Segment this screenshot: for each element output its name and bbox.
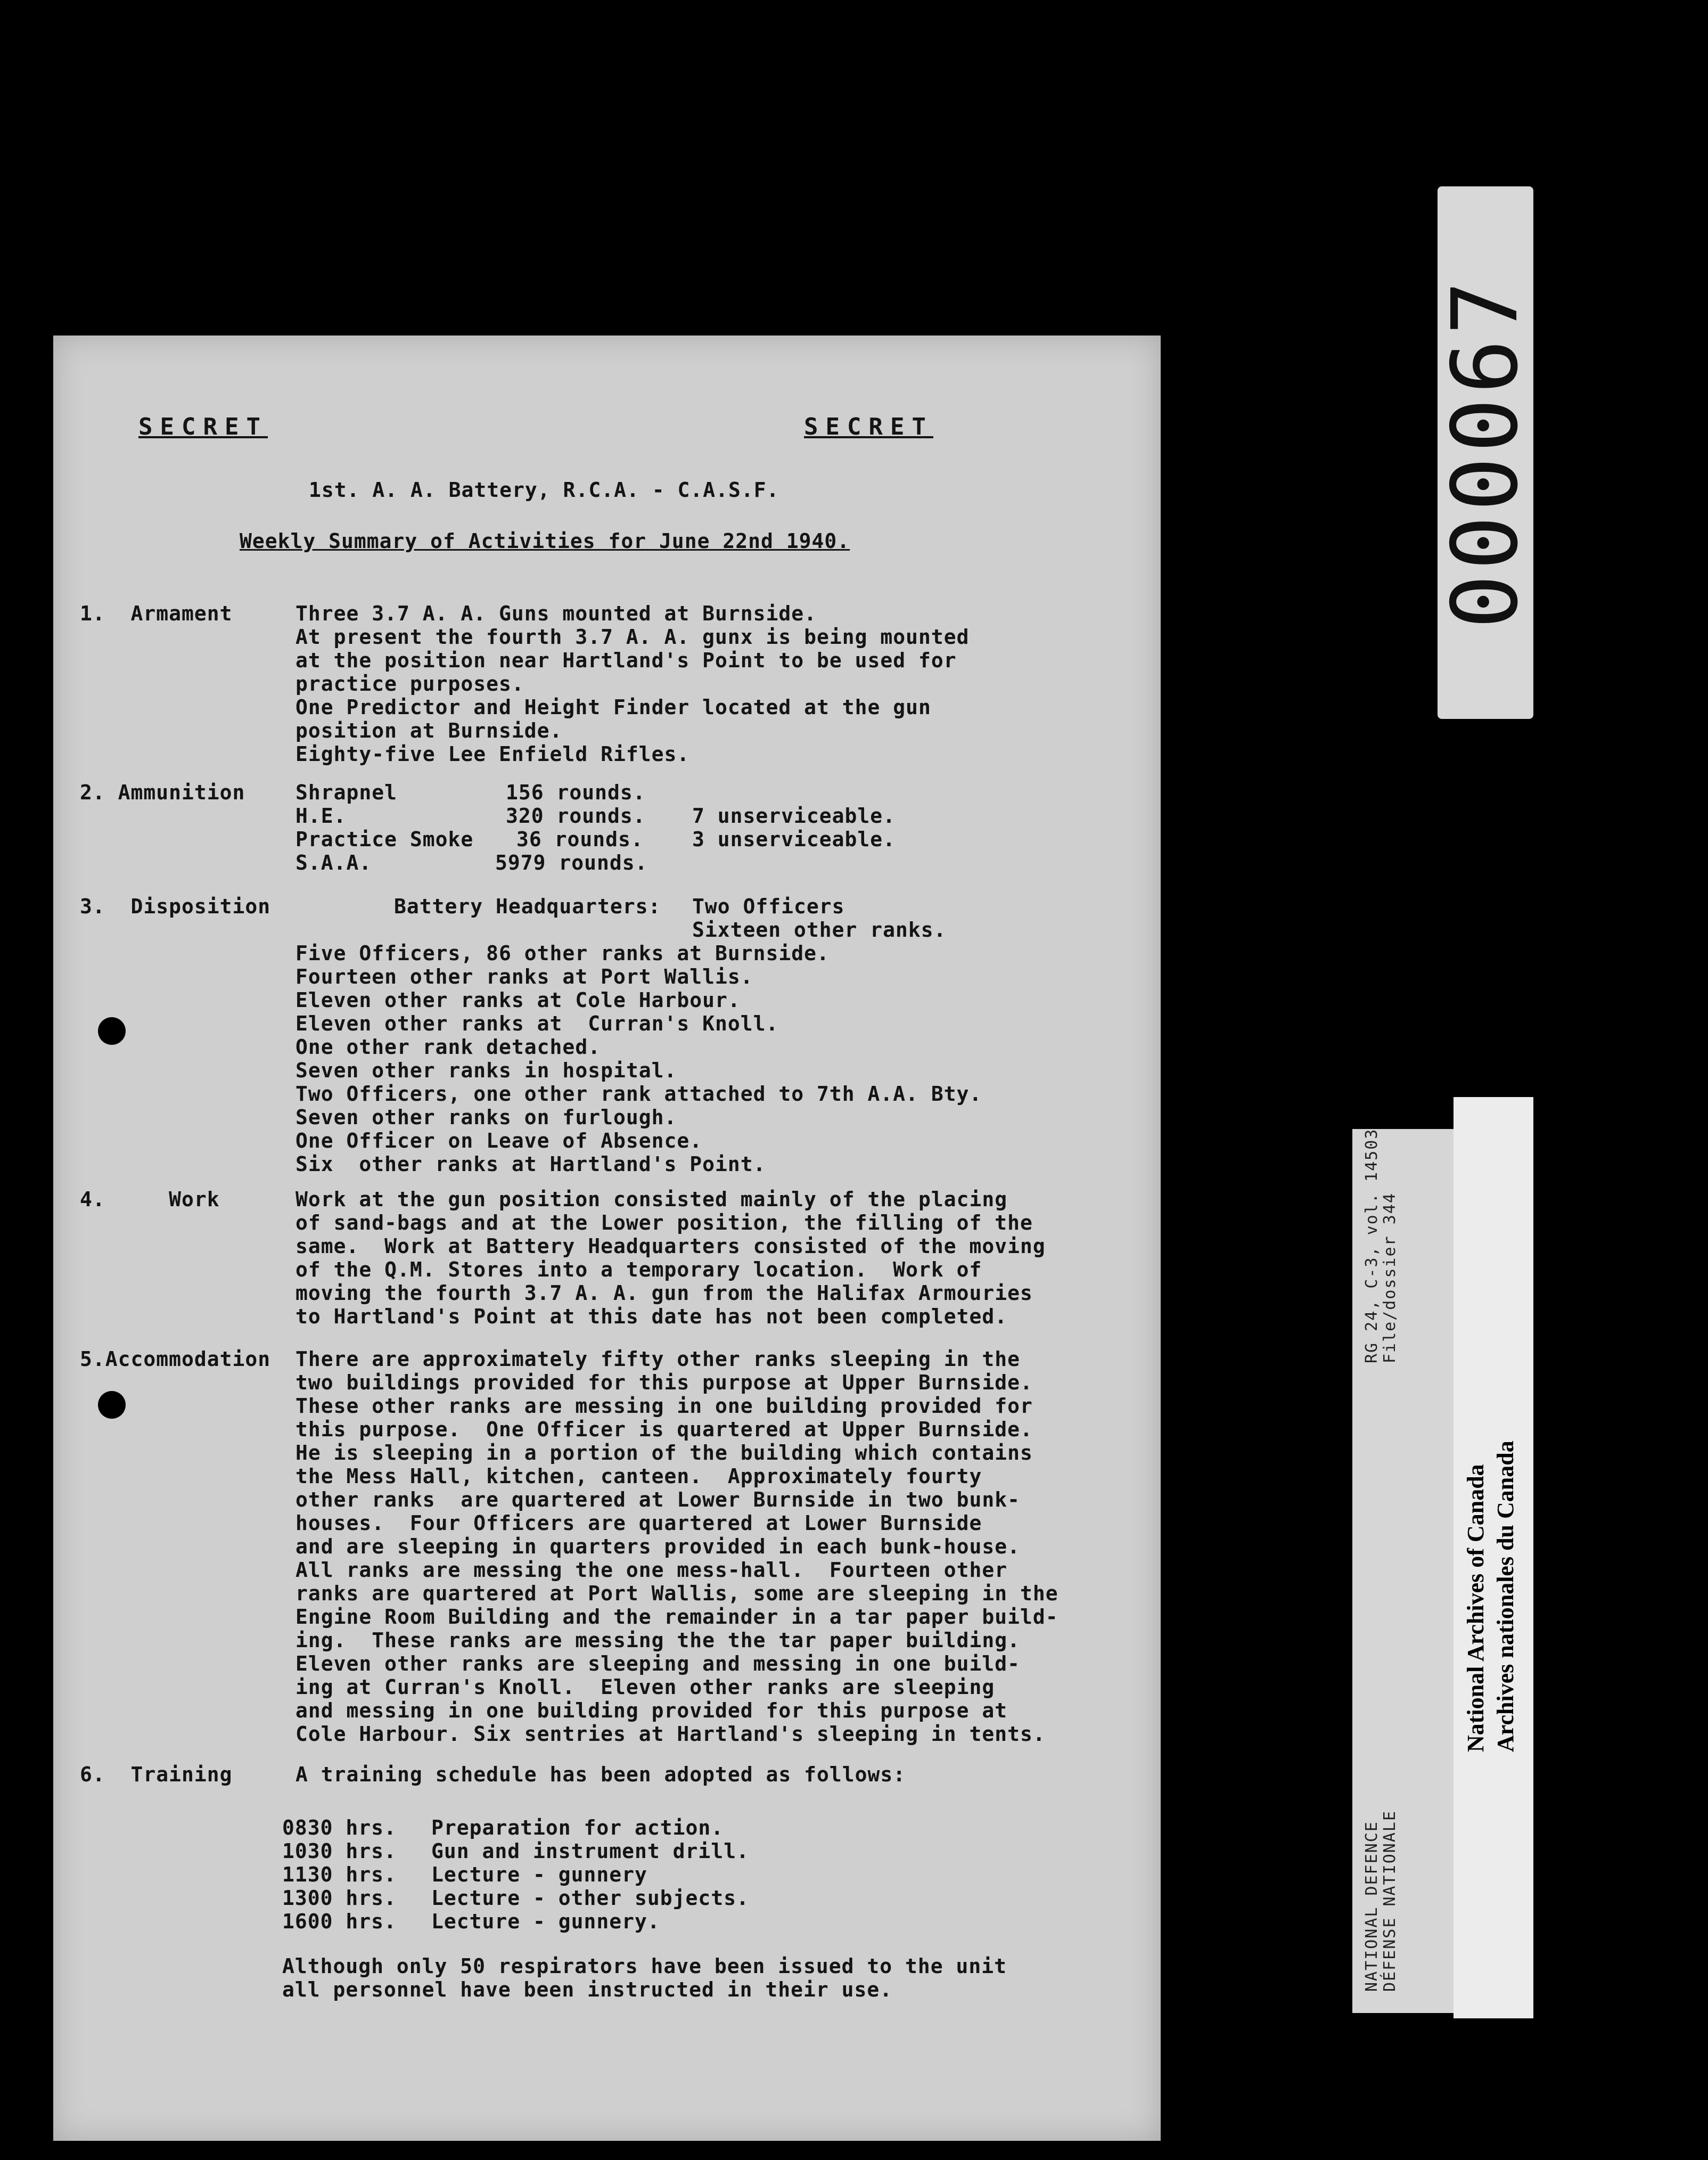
work-line: moving the fourth 3.7 A. A. gun from the Halifax Armouries: [295, 1281, 1033, 1305]
secret-left: SECRET: [138, 413, 268, 440]
section-ammunition-heading: 2. Ammunition: [80, 781, 245, 804]
disposition-line: Fourteen other ranks at Port Wallis.: [295, 965, 753, 988]
ammo-count: 36 rounds.: [516, 828, 644, 851]
schedule-activity: Gun and instrument drill.: [431, 1839, 749, 1863]
secret-right: SECRET: [804, 413, 933, 440]
ammo-count: 5979 rounds.: [495, 851, 648, 874]
hq-line: Sixteen other ranks.: [692, 918, 947, 942]
schedule-activity: Lecture - other subjects.: [431, 1886, 749, 1910]
work-line: Work at the gun position consisted mainly of the placing: [295, 1188, 1008, 1211]
training-closing: all personnel have been instructed in their use.: [282, 1978, 893, 2001]
accommodation-line: There are approximately fifty other ranks sleeping in the: [295, 1347, 1021, 1371]
document-page: [53, 336, 1161, 2141]
archives-label-fr: Archives nationales du Canada: [1492, 1441, 1518, 1752]
hq-line: Two Officers: [692, 895, 845, 918]
accommodation-line: and messing in one building provided for this purpose at: [295, 1699, 1008, 1722]
ammo-type: Practice Smoke: [295, 828, 474, 851]
section-accommodation-heading: 5.Accommodation: [80, 1347, 271, 1371]
accommodation-line: other ranks are quartered at Lower Burnside in two bunk-: [295, 1488, 1021, 1511]
accommodation-line: and are sleeping in quarters provided in each bunk-house.: [295, 1535, 1021, 1558]
accommodation-line: two buildings provided for this purpose at Upper Burnside.: [295, 1371, 1033, 1394]
disposition-line: One Officer on Leave of Absence.: [295, 1129, 703, 1152]
archive-reference-stamp: [1352, 1129, 1454, 2013]
disposition-line: Seven other ranks in hospital.: [295, 1059, 677, 1082]
accommodation-line: houses. Four Officers are quartered at Lower Burnside: [295, 1511, 982, 1535]
ammo-count: 320 rounds.: [506, 804, 646, 828]
accommodation-line: He is sleeping in a portion of the building which contains: [295, 1441, 1033, 1464]
armament-line: One Predictor and Height Finder located at the gun: [295, 696, 931, 719]
work-line: to Hartland's Point at this date has not been completed.: [295, 1305, 1008, 1328]
work-line: of sand-bags and at the Lower position, the filling of the: [295, 1211, 1033, 1234]
archives-label: [1454, 1097, 1533, 2018]
archives-label-en: National Archives of Canada: [1463, 1464, 1489, 1752]
disposition-line: Two Officers, one other rank attached to 7th A.A. Bty.: [295, 1082, 982, 1106]
accommodation-line: this purpose. One Officer is quartered at Upper Burnside.: [295, 1418, 1033, 1441]
ammo-note: 3 unserviceable.: [692, 828, 896, 851]
accommodation-line: the Mess Hall, kitchen, canteen. Approximately fourty: [295, 1464, 982, 1488]
armament-line: practice purposes.: [295, 672, 524, 696]
training-closing: Although only 50 respirators have been issued to the unit: [282, 1954, 1007, 1978]
accommodation-line: All ranks are messing the one mess-hall. Fourteen other: [295, 1558, 1008, 1582]
schedule-time: 1130 hrs.: [282, 1863, 397, 1886]
schedule-time: 1030 hrs.: [282, 1839, 397, 1863]
stamp-reference: RG 24, C-3, vol. 14503: [1362, 1128, 1381, 1363]
section-armament-heading: 1. Armament: [80, 602, 233, 625]
disposition-line: Six other ranks at Hartland's Point.: [295, 1152, 766, 1176]
accommodation-line: These other ranks are messing in one building provided for: [295, 1394, 1033, 1418]
accommodation-line: ing at Curran's Knoll. Eleven other ranks are sleeping: [295, 1675, 995, 1699]
hq-label: Battery Headquarters:: [394, 895, 661, 918]
stamp-line: NATIONAL DEFENCE: [1362, 1821, 1381, 1992]
accommodation-line: Cole Harbour. Six sentries at Hartland's sleeping in tents.: [295, 1722, 1046, 1746]
ammo-note: 7 unserviceable.: [692, 804, 896, 828]
schedule-time: 1300 hrs.: [282, 1886, 397, 1910]
armament-line: at the position near Hartland's Point to be used for: [295, 649, 957, 672]
ammo-count: 156 rounds.: [506, 781, 646, 804]
section-work-heading: 4. Work: [80, 1188, 220, 1211]
ammo-type: S.A.A.: [295, 851, 372, 874]
section-training-heading: 6. Training: [80, 1763, 233, 1786]
armament-line: Eighty-five Lee Enfield Rifles.: [295, 742, 690, 766]
section-disposition-heading: 3. Disposition: [80, 895, 271, 918]
schedule-time: 1600 hrs.: [282, 1910, 397, 1933]
accommodation-line: Eleven other ranks are sleeping and messing in one build-: [295, 1652, 1021, 1675]
disposition-line: One other rank detached.: [295, 1035, 601, 1059]
document-title: Weekly Summary of Activities for June 22nd 1940.: [240, 529, 850, 553]
disposition-line: Eleven other ranks at Cole Harbour.: [295, 988, 741, 1012]
armament-line: At present the fourth 3.7 A. A. gunx is being mounted: [295, 625, 970, 649]
disposition-line: Seven other ranks on furlough.: [295, 1106, 677, 1129]
disposition-line: Five Officers, 86 other ranks at Burnside.: [295, 942, 830, 965]
work-line: of the Q.M. Stores into a temporary location. Work of: [295, 1258, 982, 1281]
punch-hole: [98, 1017, 126, 1045]
training-intro: A training schedule has been adopted as follows:: [295, 1763, 906, 1786]
ammo-type: Shrapnel: [295, 781, 398, 804]
unit-line: 1st. A. A. Battery, R.C.A. - C.A.S.F.: [309, 478, 779, 502]
frame-number: 000067: [1433, 276, 1538, 629]
disposition-line: Eleven other ranks at Curran's Knoll.: [295, 1012, 779, 1035]
stamp-reference: File/dossier 344: [1381, 1192, 1399, 1363]
stamp-line: DÉFENSE NATIONALE: [1381, 1810, 1399, 1992]
schedule-activity: Lecture - gunnery.: [431, 1910, 660, 1933]
accommodation-line: Engine Room Building and the remainder in a tar paper build-: [295, 1605, 1058, 1629]
schedule-activity: Preparation for action.: [431, 1816, 724, 1839]
schedule-activity: Lecture - gunnery: [431, 1863, 647, 1886]
armament-line: position at Burnside.: [295, 719, 563, 742]
accommodation-line: ing. These ranks are messing the the tar paper building.: [295, 1629, 1021, 1652]
accommodation-line: ranks are quartered at Port Wallis, some are sleeping in the: [295, 1582, 1058, 1605]
punch-hole: [98, 1391, 126, 1419]
ammo-type: H.E.: [295, 804, 347, 828]
armament-line: Three 3.7 A. A. Guns mounted at Burnside.: [295, 602, 817, 625]
schedule-time: 0830 hrs.: [282, 1816, 397, 1839]
frame-number-strip: [1433, 186, 1538, 719]
work-line: same. Work at Battery Headquarters consisted of the moving: [295, 1234, 1046, 1258]
